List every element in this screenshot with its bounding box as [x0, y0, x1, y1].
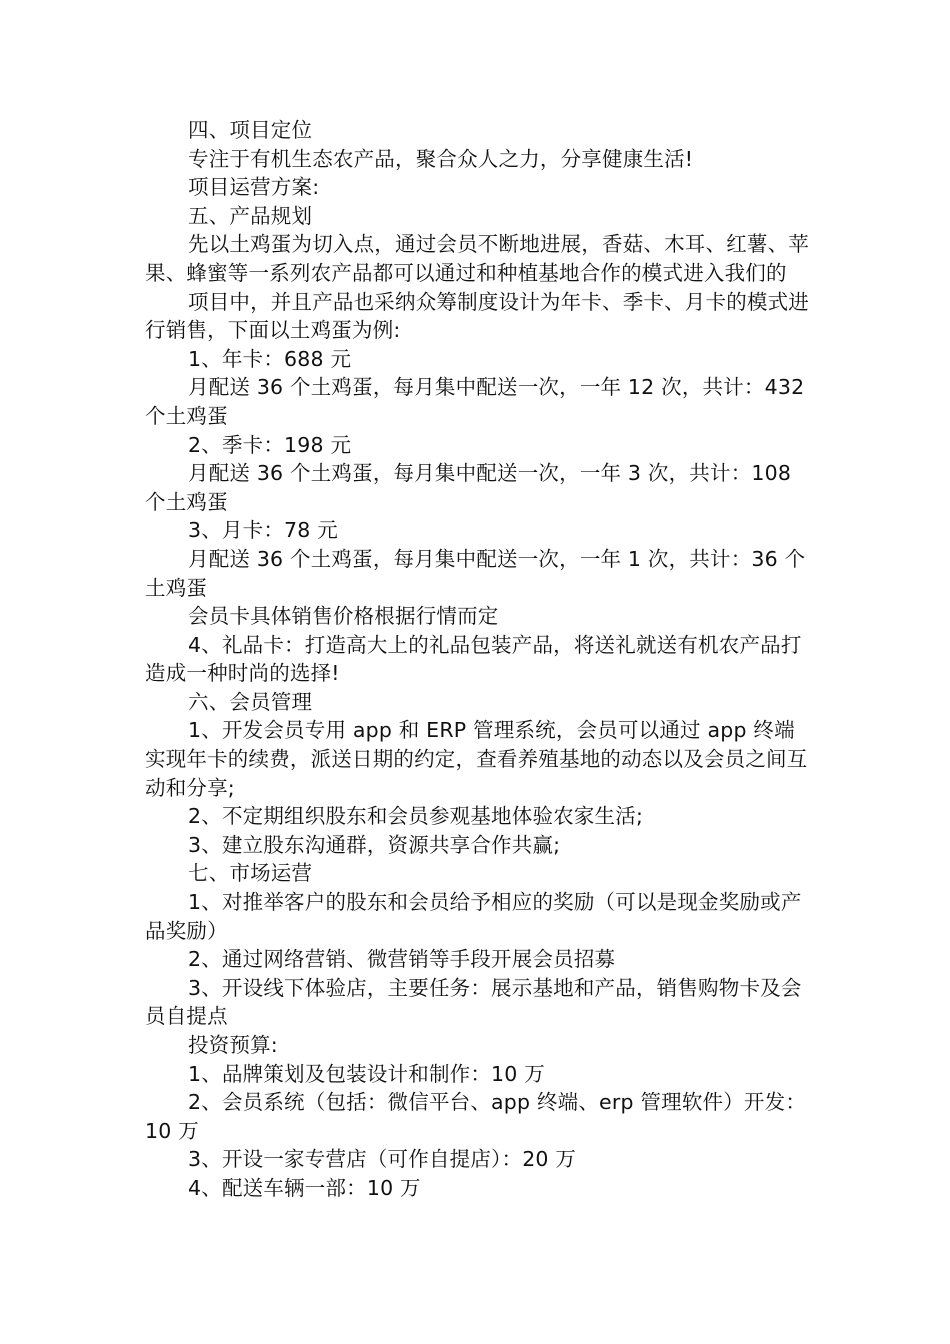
positioning-text: 专注于有机生态农产品，聚合众人之力，分享健康生活!: [188, 146, 694, 171]
card-price-note: 会员卡具体销售价格根据行情而定: [188, 604, 499, 629]
member-management-item-2: 2、不定期组织股东和会员参观基地体验农家生活;: [188, 804, 644, 829]
market-operation-item-2: 2、通过网络营销、微营销等手段开展会员招募: [188, 947, 616, 972]
document-body: [145, 116, 815, 1203]
market-operation-item-1: 1、对推举客户的股东和会员给予相应的奖励（可以是现金奖励或产品奖励）: [145, 890, 802, 943]
annual-card-item: 1、年卡：688 元: [188, 346, 352, 371]
budget-item-1: 1、品牌策划及包装设计和制作：10 万: [188, 1061, 545, 1086]
crowdfunding-paragraph: 项目中，并且产品也采纳众筹制度设计为年卡、季卡、月卡的模式进行销售，下面以土鸡蛋为例:: [145, 289, 809, 343]
member-management-item-1: 1、开发会员专用 app 和 ERP 管理系统，会员可以通过 app 终端实现年卡的续费，派送日期的约定，查看养殖基地的动态以及会员之间互动和分享;: [145, 718, 808, 800]
month-card-detail: 月配送 36 个土鸡蛋，每月集中配送一次，一年 1 次，共计：36 个土鸡蛋: [145, 546, 806, 600]
market-operation-item-3: 3、开设线下体验店，主要任务：展示基地和产品，销售购物卡及会员自提点: [145, 975, 802, 1029]
section-heading-positioning: 四、项目定位: [188, 118, 313, 142]
section-heading-product-planning: 五、产品规划: [188, 203, 313, 228]
budget-item-3: 3、开设一家专营店（可作自提店）：20 万: [188, 1147, 577, 1172]
budget-item-4: 4、配送车辆一部：10 万: [188, 1175, 421, 1200]
investment-budget-label: 投资预算:: [188, 1033, 278, 1057]
month-card-item: 3、月卡：78 元: [188, 518, 338, 543]
budget-item-2: 2、会员系统（包括：微信平台、app 终端、erp 管理软件）开发：10 万: [145, 1090, 807, 1143]
annual-card-detail: 月配送 36 个土鸡蛋，每月集中配送一次，一年 12 次，共计：432 个土鸡蛋: [145, 375, 805, 428]
gift-card-item: 4、礼品卡：打造高大上的礼品包装产品，将送礼就送有机农产品打造成一种时尚的选择!: [145, 632, 802, 686]
operation-plan-label: 项目运营方案:: [188, 175, 320, 200]
member-management-item-3: 3、建立股东沟通群，资源共享合作共赢;: [188, 832, 561, 857]
section-heading-market-operation: 七、市场运营: [188, 861, 313, 886]
quarter-card-item: 2、季卡：198 元: [188, 432, 352, 457]
quarter-card-detail: 月配送 36 个土鸡蛋，每月集中配送一次，一年 3 次，共计：108 个土鸡蛋: [145, 461, 792, 514]
product-planning-paragraph: 先以土鸡蛋为切入点，通过会员不断地进展，香菇、木耳、红薯、苹果、蜂蜜等一系列农产品都可以通过和种植基地合作的模式进入我们的: [145, 232, 809, 285]
section-heading-member-management: 六、会员管理: [188, 689, 313, 714]
